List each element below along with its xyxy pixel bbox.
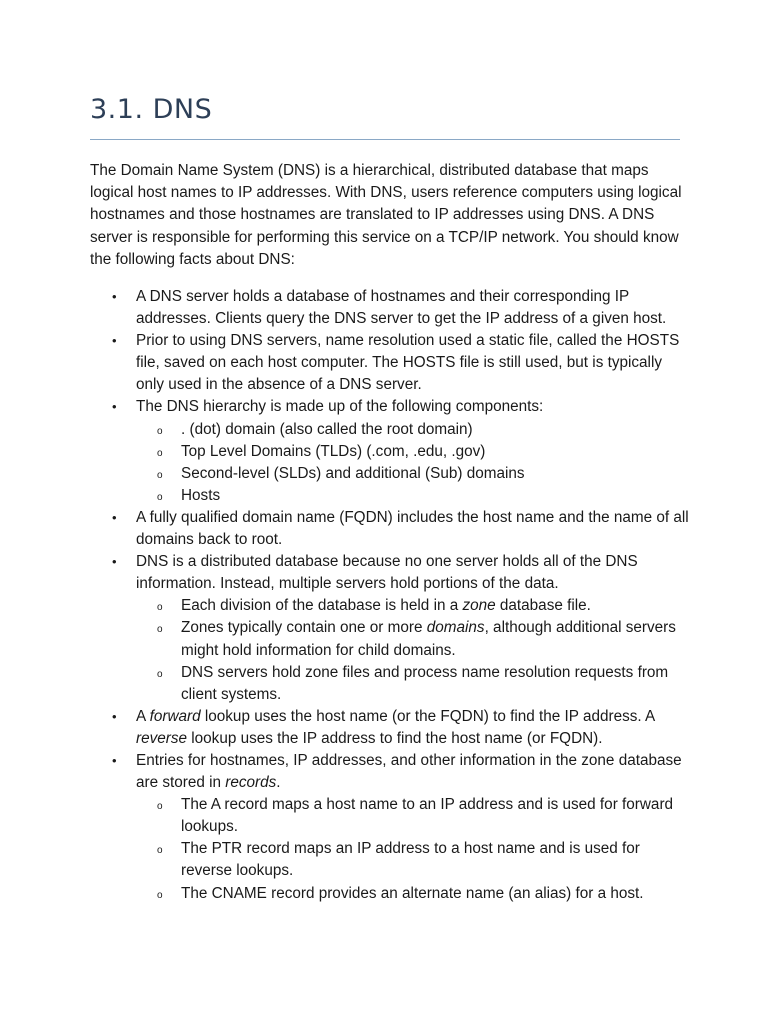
bullet-icon: • (112, 509, 117, 525)
list-item-text: Entries for hostnames, IP addresses, and other information in the zone database are stored in records. (136, 751, 682, 792)
bullet-icon: • (112, 708, 117, 724)
sub-list-item-text: The A record maps a host name to an IP address and is used for forward lookups. (181, 796, 674, 836)
sub-bullet-icon: o (157, 425, 163, 437)
sub-list-item-text: The PTR record maps an IP address to a host name and is used for reverse lookups. (181, 840, 640, 880)
list-item-text: The DNS hierarchy is made up of the following components: (136, 398, 544, 416)
list-item (90, 750, 690, 905)
sub-list (136, 794, 690, 904)
list-item-text: A forward lookup uses the host name (or the FQDN) to find the IP address. A reverse lookup uses the IP address to find the host name (or FQDN). (136, 707, 655, 747)
sub-bullet-icon: o (157, 447, 163, 459)
list-item (90, 286, 690, 330)
sub-bullet-icon: o (157, 624, 163, 636)
bullet-icon: • (112, 554, 117, 570)
sub-bullet-icon: o (157, 469, 163, 481)
bullet-icon: • (112, 752, 117, 768)
sub-list-item-text: The CNAME record provides an alternate name (an alias) for a host. (181, 884, 644, 902)
sub-bullet-icon: o (157, 491, 163, 503)
list-item-text: Prior to using DNS servers, name resolution used a static file, called the HOSTS file, saved on each host computer. The HOSTS file is still used, but is typically only used in the absence of a DNS server. (136, 332, 680, 394)
sub-list-item (136, 463, 690, 485)
sub-list-item (136, 794, 690, 838)
sub-list (136, 595, 690, 705)
section-heading: 3.1. DNS (90, 94, 213, 125)
sub-list-item (136, 883, 690, 905)
sub-bullet-icon: o (157, 602, 163, 614)
sub-list-item-text: . (dot) domain (also called the root domain) (181, 420, 473, 438)
bullet-icon: • (112, 333, 117, 349)
bullet-icon: • (112, 399, 117, 415)
list-item (90, 396, 690, 506)
sub-list-item (136, 595, 690, 617)
list-item (90, 330, 690, 396)
sub-list-item-text: DNS servers hold zone files and process name resolution requests from client systems. (181, 663, 669, 703)
list-item-text: A fully qualified domain name (FQDN) includes the host name and the name of all domains back to root. (136, 508, 689, 549)
sub-list-item (136, 617, 690, 661)
sub-list-item (136, 662, 690, 706)
list-item-text: A DNS server holds a database of hostnames and their corresponding IP addresses. Clients query the DNS server to get the IP address of a given host. (136, 288, 667, 328)
list-item (90, 507, 690, 551)
sub-bullet-icon: o (157, 845, 163, 857)
heading-underline (90, 139, 680, 140)
facts-list (90, 286, 690, 905)
sub-bullet-icon: o (157, 801, 163, 813)
sub-list-item (136, 419, 690, 441)
sub-list-item-text: Each division of the database is held in a zone database file. (181, 597, 591, 615)
sub-list-item-text: Zones typically contain one or more domains, although additional servers might hold information for child domains. (181, 619, 676, 659)
sub-list-item (136, 485, 690, 507)
list-item-text: DNS is a distributed database because no one server holds all of the DNS information. Instead, multiple servers hold portions of the data. (136, 553, 638, 593)
sub-list-item-text: Top Level Domains (TLDs) (.com, .edu, .gov) (181, 442, 486, 460)
sub-list (136, 419, 690, 507)
intro-paragraph: The Domain Name System (DNS) is a hierarchical, distributed database that maps logical host names to IP addresses. With DNS, users reference computers using logical hostnames and those hostnames are translated to IP addresses using DNS. A DNS server is responsible for performing this service on a TCP/IP network. You should know the following facts about DNS: (90, 162, 682, 268)
list-item (90, 551, 690, 706)
sub-list-item-text: Second-level (SLDs) and additional (Sub) domains (181, 464, 525, 482)
sub-list-item (136, 441, 690, 463)
sub-bullet-icon: o (157, 889, 163, 901)
sub-bullet-icon: o (157, 668, 163, 680)
bullet-icon: • (112, 289, 117, 304)
sub-list-item-text: Hosts (181, 486, 221, 504)
list-item (90, 706, 690, 750)
sub-list-item (136, 838, 690, 882)
